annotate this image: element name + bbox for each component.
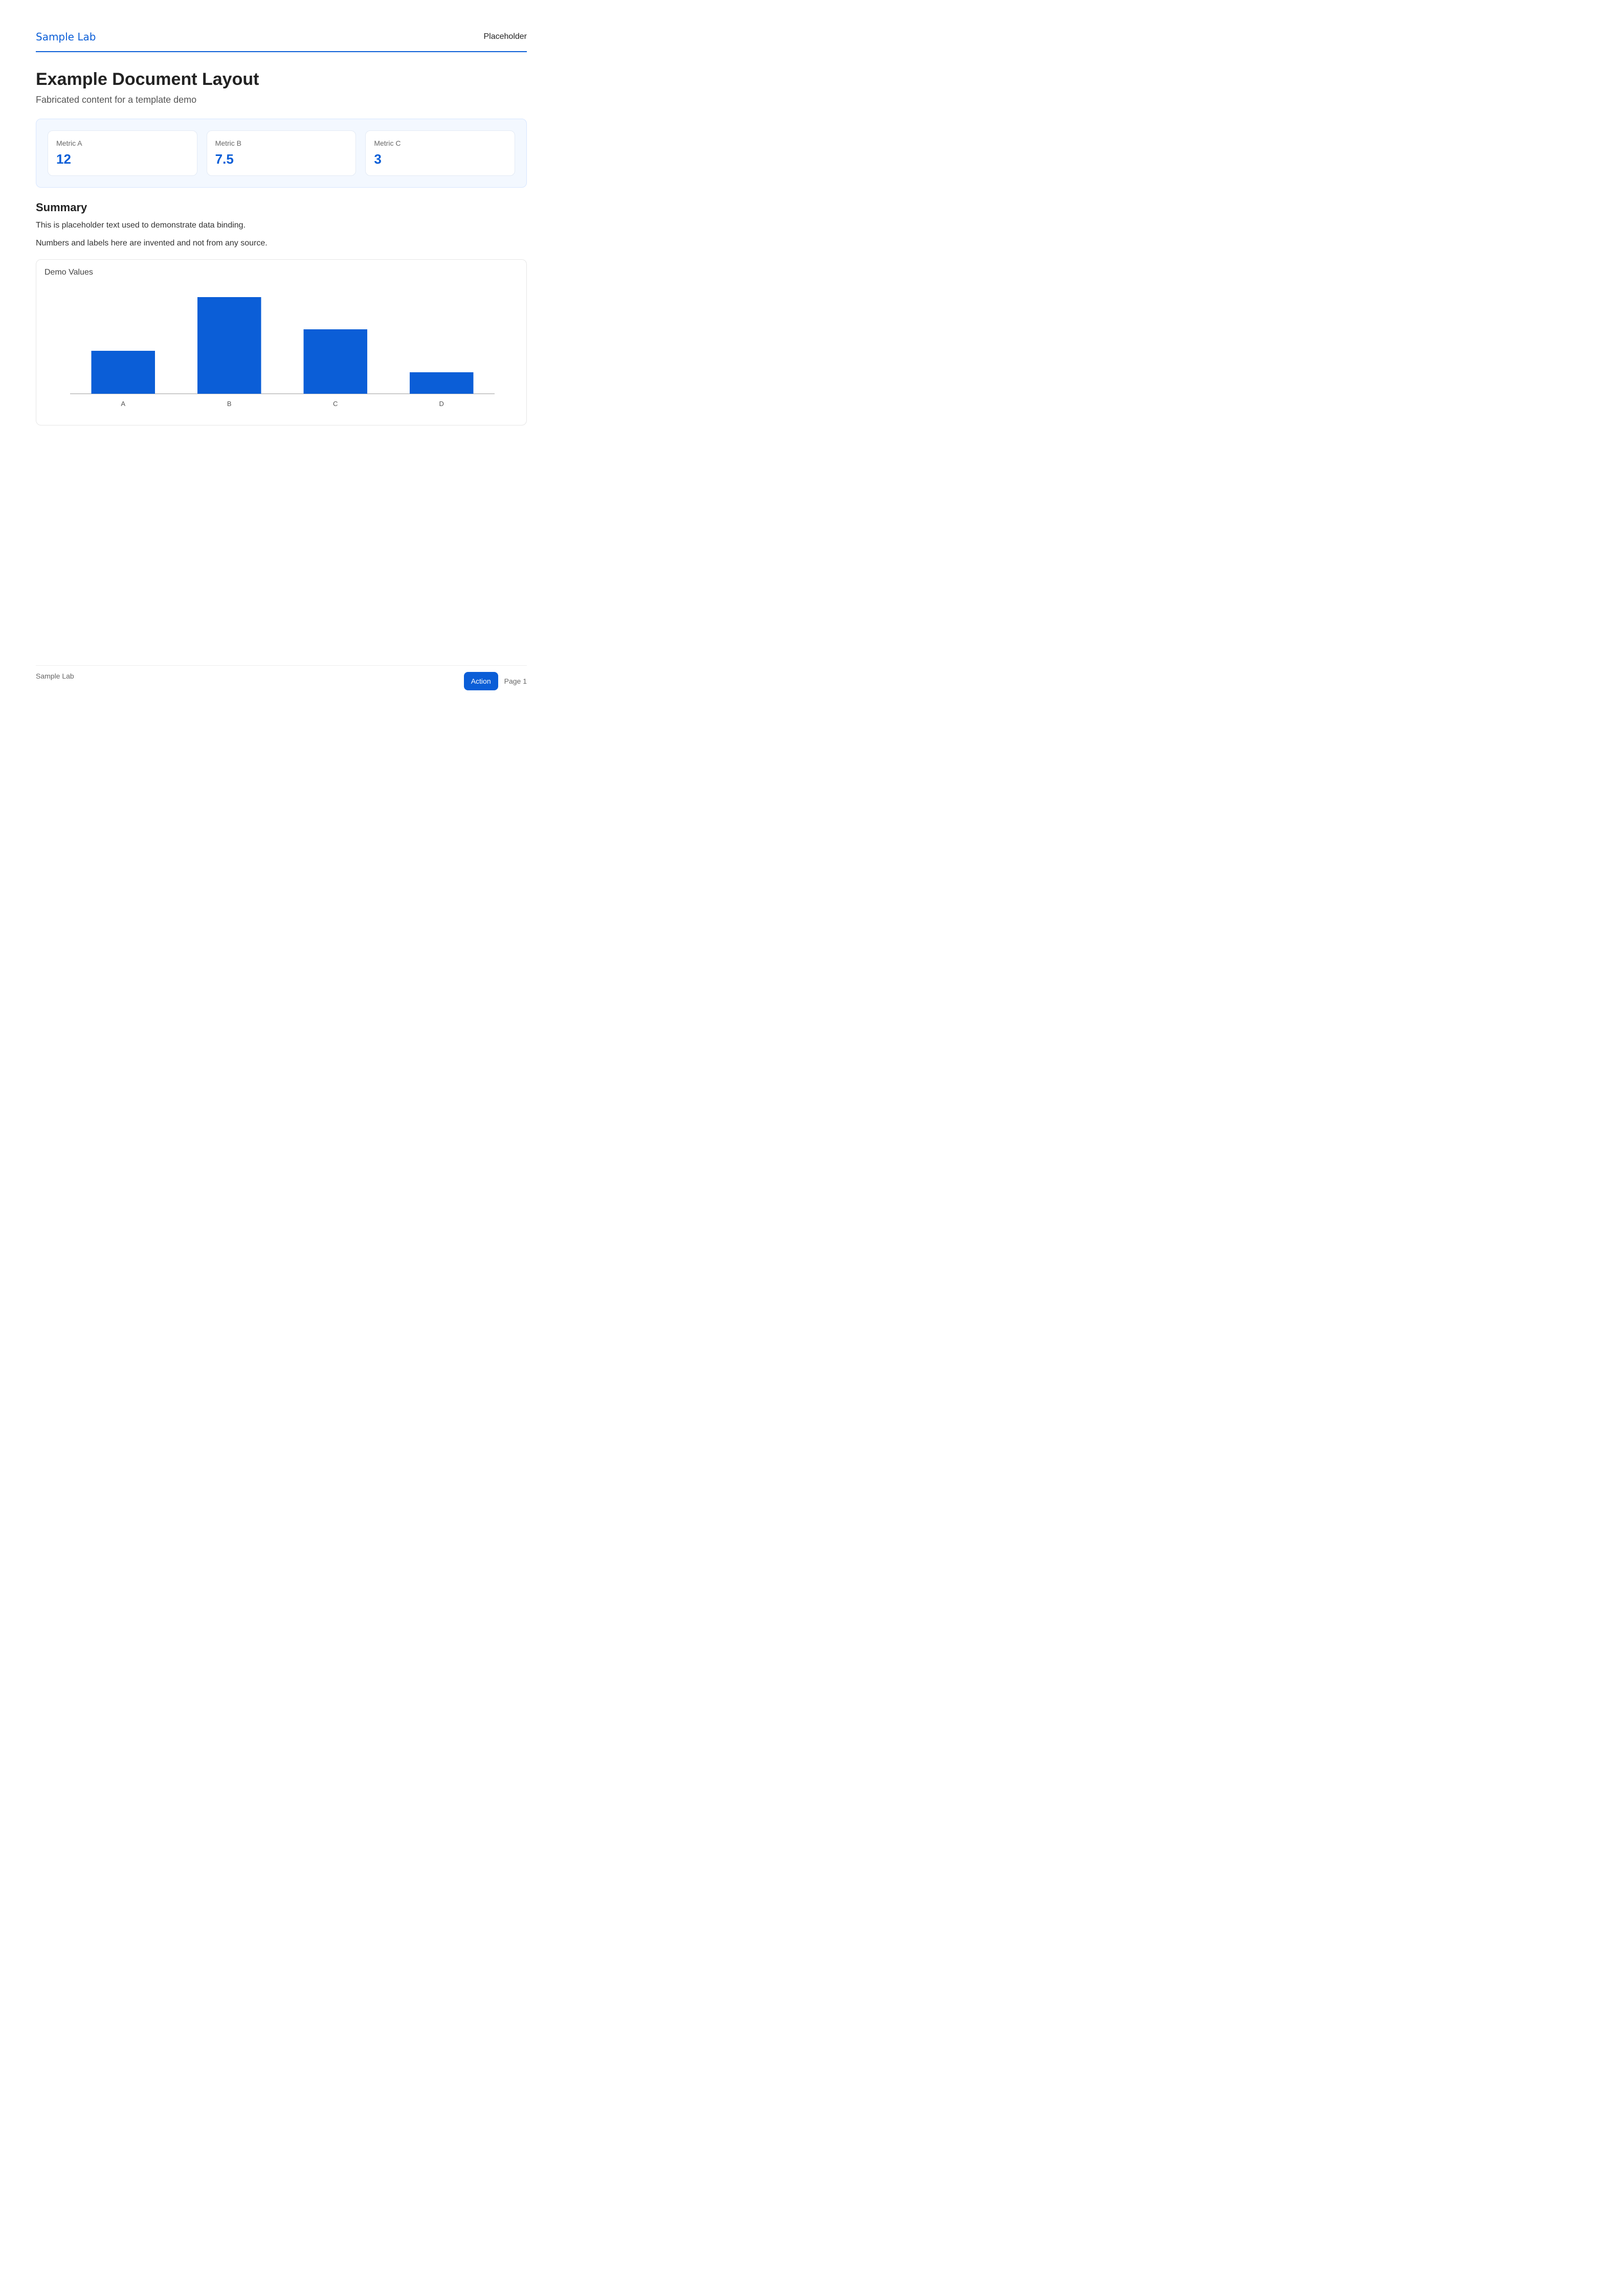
tick-label-B: B (227, 399, 232, 408)
bar-C (304, 329, 368, 394)
footer-right-wrap (464, 672, 527, 690)
kpi-c-value: 3 (374, 151, 382, 167)
section-title: Summary (36, 201, 87, 214)
chart-title: Demo Values (45, 267, 93, 277)
kpi-a-label: Metric A (56, 139, 82, 147)
bar-D (410, 372, 474, 394)
brand: Sample Lab (36, 31, 96, 43)
tick-label-C: C (333, 399, 338, 408)
paragraph-2: Numbers and labels here are invented and not from any source. (36, 238, 268, 247)
footer-left: Sample Lab (36, 672, 74, 680)
header (36, 31, 527, 52)
tick-label-A: A (121, 399, 126, 408)
footer-right: Page 1 (504, 677, 527, 685)
bar-B (197, 297, 261, 394)
bar-A (92, 351, 155, 394)
chart-svg (45, 281, 505, 414)
page (0, 0, 563, 716)
footer-action-button[interactable]: Action (464, 672, 498, 690)
chart-container (36, 259, 527, 425)
kpi-b (207, 130, 357, 176)
kpi-b-value: 7.5 (215, 151, 234, 167)
kpi-c-label: Metric C (374, 139, 401, 147)
kpi-a-value: 12 (56, 151, 71, 167)
footer (36, 665, 527, 690)
header-tag: Placeholder (483, 32, 527, 41)
kpi-row (48, 130, 515, 176)
kpi-b-label: Metric B (215, 139, 242, 147)
kpi-c (365, 130, 515, 176)
paragraph-1: This is placeholder text used to demonstrate data binding. (36, 221, 246, 230)
summary-section (36, 201, 527, 425)
page-title: Example Document Layout (36, 70, 259, 89)
kpi-a (48, 130, 197, 176)
page-subtitle: Fabricated content for a template demo (36, 95, 197, 105)
kpi-card (36, 119, 527, 188)
tick-label-D: D (439, 399, 444, 408)
